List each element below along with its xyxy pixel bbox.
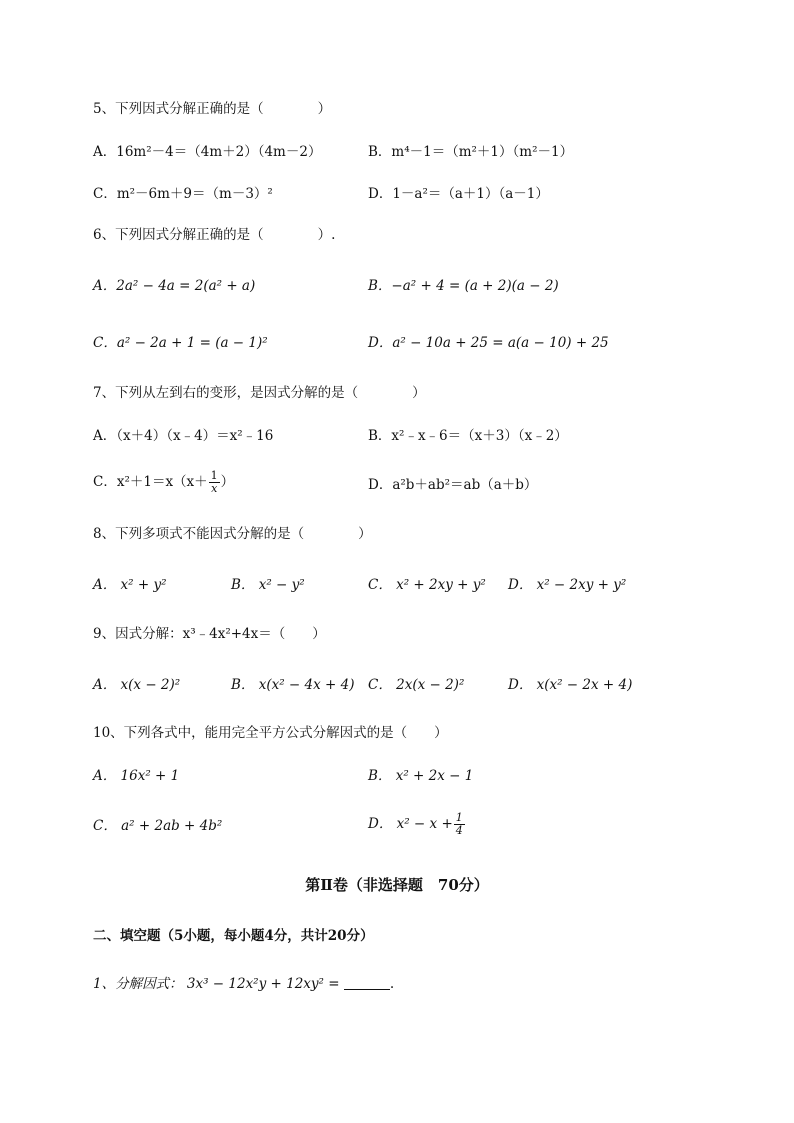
q10-option-d <box>368 812 466 837</box>
q7-fraction-numerator: 1 <box>210 469 218 482</box>
q10-option-d-left: D． x² − x + <box>368 816 453 832</box>
q7-stem: 7、下列从左到右的变形，是因式分解的是（ ） <box>93 385 426 401</box>
q5-option-c: C．m²－6m＋9＝（m－3）² <box>93 186 273 202</box>
q9-stem: 9、因式分解：x³﹣4x²+4x＝（ ） <box>93 626 326 642</box>
q5-option-a: A．16m²－4＝（4m＋2）（4m－2） <box>93 144 322 160</box>
q7-option-d: D．a²b＋ab²＝ab（a＋b） <box>368 477 538 493</box>
q7-option-c-right: ） <box>220 474 235 490</box>
section-title: 第Ⅱ卷（非选择题 70分） <box>305 876 489 894</box>
q6-stem: 6、下列因式分解正确的是（ ）. <box>93 227 336 243</box>
q7-option-b: B．x²﹣x﹣6＝（x＋3）（x﹣2） <box>368 428 568 444</box>
fill-q1 <box>93 975 394 993</box>
q10-option-b: B． x² + 2x − 1 <box>368 768 474 784</box>
q7-option-c <box>93 470 234 495</box>
q9-option-d: D． x(x² − 2x + 4) <box>508 677 633 693</box>
q9-option-b: B． x(x² − 4x + 4) <box>231 677 355 693</box>
q8-option-b: B． x² − y² <box>231 577 305 593</box>
q8-option-c: C． x² + 2xy + y² <box>368 577 486 593</box>
q10-option-c: C． a² + 2ab + 4b² <box>93 818 223 834</box>
q10-fraction-denominator: 4 <box>455 824 463 837</box>
fill-q1-blank[interactable] <box>344 977 390 990</box>
q8-option-d: D． x² − 2xy + y² <box>508 577 627 593</box>
fill-q1-text: 1、分解因式： 3x³ − 12x²y + 12xy² = <box>93 976 340 992</box>
q9-option-c: C． 2x(x − 2)² <box>368 677 465 693</box>
q10-option-a: A． 16x² + 1 <box>93 768 180 784</box>
q5-option-b: B．m⁴－1＝（m²＋1）（m²－1） <box>368 144 574 160</box>
q7-option-c-left: C．x²＋1＝x（x＋ <box>93 474 208 490</box>
q8-option-a: A． x² + y² <box>93 577 167 593</box>
q7-option-a: A．（x＋4）（x﹣4）＝x²﹣16 <box>93 428 274 444</box>
q5-stem: 5、下列因式分解正确的是（ ） <box>93 101 332 117</box>
q10-fraction-numerator: 1 <box>455 811 463 824</box>
q8-stem: 8、下列多项式不能因式分解的是（ ） <box>93 526 372 542</box>
part-title: 二、填空题（5小题，每小题4分，共计20分） <box>93 928 374 944</box>
q6-option-d: D．a² − 10a + 25 = a(a − 10) + 25 <box>368 335 609 351</box>
q6-option-c: C．a² − 2a + 1 = (a − 1)² <box>93 335 268 351</box>
fill-q1-end: . <box>389 976 395 992</box>
q6-option-a: A．2a² − 4a = 2(a² + a) <box>93 278 256 294</box>
q5-option-d: D．1－a²＝（a＋1）（a－1） <box>368 186 549 202</box>
q9-option-a: A． x(x − 2)² <box>93 677 181 693</box>
q10-stem: 10、下列各式中，能用完全平方公式分解因式的是（ ） <box>93 725 448 741</box>
q7-option-c-fraction <box>209 470 220 495</box>
q7-fraction-denominator: x <box>211 482 218 495</box>
q6-option-b: B．−a² + 4 = (a + 2)(a − 2) <box>368 278 559 294</box>
q10-option-d-fraction <box>454 812 465 837</box>
